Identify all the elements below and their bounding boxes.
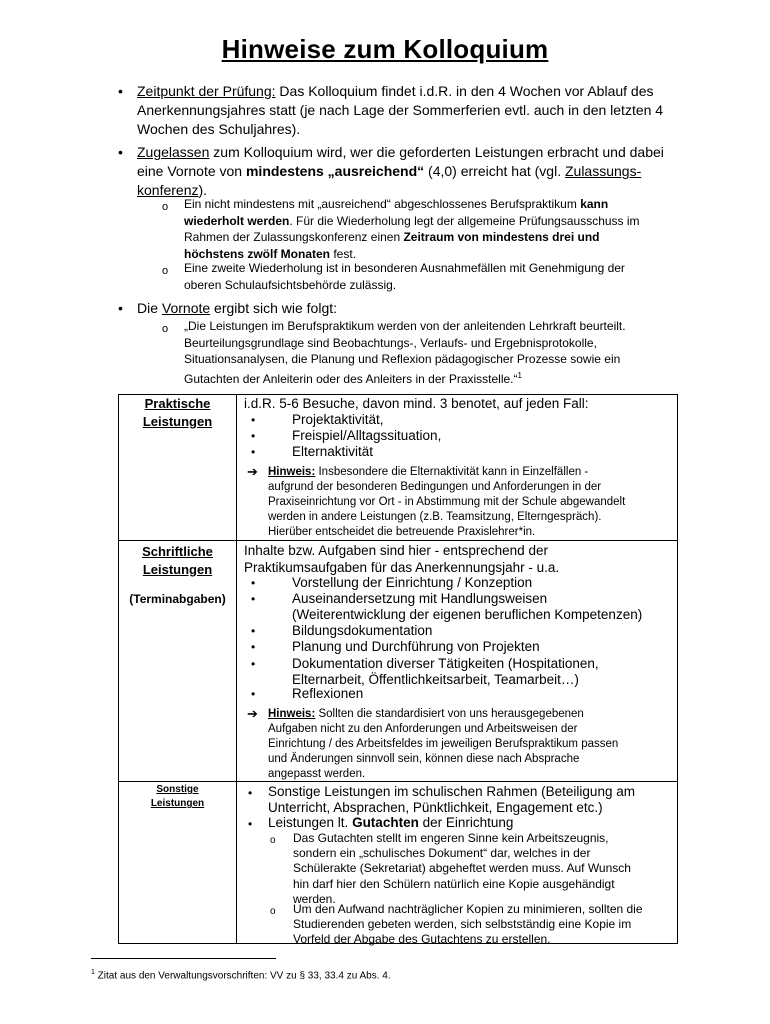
category-sonstige-leistungen: Sonstige Leistungen	[150, 784, 205, 809]
bullet-dot: •	[251, 624, 256, 638]
bullet-label-zeitpunkt: Zeitpunkt der Prüfung:	[137, 83, 276, 99]
footnote-separator	[91, 958, 276, 959]
bullet-dot: •	[248, 786, 253, 800]
bullet-dot: •	[251, 657, 256, 671]
sub-item-zitat: „Die Leistungen im Berufspraktikum werden von der anleitenden Lehrkraft beurteilt. Beurteilungsgrundlage sind Beobachtungs-, Verlaufs- und Ergebnisprotokolle, Situationsanalysen, die Planung und Reflexion pädagogischer Prozesse sowie ein Gutachten der Anleiterin oder des Anleiters in der Praxisstelle.“$^1$	[184, 319, 626, 386]
category-praktische-leistungen: Praktische Leistungen	[142, 396, 213, 429]
arrow-right-icon: ➔	[247, 706, 258, 721]
list-item: Planung und Durchführung von Projekten	[292, 639, 540, 654]
list-item: Reflexionen	[292, 686, 364, 701]
footnote-number: 1	[91, 969, 95, 976]
list-item: Auseinandersetzung mit Handlungsweisen (Weiterentwicklung der eigenen beruflichen Kompetenzen)	[292, 591, 643, 623]
footnote-ref: 1	[517, 370, 522, 380]
sub-item-gutachten: Das Gutachten stellt im engeren Sinne kein Arbeitszeugnis, sondern ein „schulisches Dokument“ dar, welches in der Schülerakte (Sekretariat) abgeheftet werden muss. Auf Wunsch hin darf hier den Schülern natürlich eine Kopie ausgehändigt werden.	[293, 831, 631, 906]
bullet-dot: •	[251, 413, 256, 427]
bullet-dot: •	[251, 429, 256, 443]
list-item: Freispiel/Alltagssituation,	[292, 428, 442, 443]
bullet-dot: •	[251, 640, 256, 654]
terminabgaben-label: (Terminabgaben)	[129, 592, 226, 606]
sub-bullet-marker: o	[162, 201, 169, 213]
bullet-dot: •	[251, 445, 256, 459]
list-item: Projektaktivität,	[292, 412, 384, 427]
table-column-divider	[236, 394, 237, 944]
praktische-intro: i.d.R. 5-6 Besuche, davon mind. 3 benotet, auf jeden Fall:	[244, 396, 589, 411]
list-item: Vorstellung der Einrichtung / Konzeption	[292, 575, 533, 590]
sub-bullet-marker: o	[162, 265, 169, 277]
sub-item-zweite-wiederholung: Eine zweite Wiederholung ist in besonderen Ausnahmefällen mit Genehmigung der oberen Schulaufsichtsbehörde zulässig.	[184, 261, 625, 292]
page-title: Hinweise zum Kolloquium	[221, 34, 549, 64]
hinweis-schriftliche: Hinweis: Sollten die standardisiert von uns herausgegebenen Aufgaben nicht zu den Anforderungen und Arbeitsweisen der Einrichtung / des Arbeitsfeldes im jeweiligen Berufspraktikum passen und Änderungen sinnvoll sein, können diese nach Absprache angepasst werden.	[268, 708, 619, 780]
bullet-dot: •	[248, 817, 253, 831]
arrow-right-icon: ➔	[247, 464, 258, 479]
bullet-dot: •	[118, 144, 123, 160]
bullet-dot: •	[251, 687, 256, 701]
bullet-zeitpunkt: Zeitpunkt der Prüfung: Das Kolloquium findet i.d.R. in den 4 Wochen vor Ablauf des Anerkennungsjahres statt (je nach Lage der Sommerferien evtl. auch in den letzten 4 Wochen des Schuljahres).	[137, 83, 664, 137]
table-row-divider	[118, 540, 678, 541]
bullet-label-zugelassen: Zugelassen	[137, 144, 210, 160]
sub-item-wiederholung: Ein nicht mindestens mit „ausreichend“ abgeschlossenes Berufspraktikum kann wiederholt werden. Für die Wiederholung legt der allgemeine Prüfungsausschuss im Rahmen der Zulassungskonferenz einen Zeitraum von mindestens drei und höchstens zwölf Monaten fest.	[184, 197, 640, 261]
bullet-zugelassen: Zugelassen zum Kolloquium wird, wer die geforderten Leistungen erbracht und dabei eine Vornote von mindestens „ausreichend“ (4,0) erreicht hat (vgl. Zulassungs- konferenz).	[137, 144, 664, 198]
footnote: $^1$ Zitat aus den Verwaltungsvorschriften: VV zu § 33, 33.4 zu Abs. 4.	[91, 969, 391, 982]
list-item: Elternaktivität	[292, 444, 374, 459]
bullet-dot: •	[118, 300, 123, 316]
hinweis-praktische: Hinweis: Insbesondere die Elternaktivität kann in Einzelfällen - aufgrund der besonderen Bedingungen und Anforderungen in der Praxiseinrichtung vor Ort - in Abstimmung mit der Schule abgewandelt werden in andere Leistungen (z.B. Teamsitzung, Elterngespräch). Hierüber entscheidet die betreuende Praxislehrer*in.	[268, 466, 626, 538]
sub-item-kopien: Um den Aufwand nachträglicher Kopien zu minimieren, sollten die Studierenden gebeten werden, sich selbstständig eine Kopie im Vorfeld der Abgabe des Gutachtens zu erstellen.	[293, 902, 643, 947]
list-item: Leistungen lt. Gutachten der Einrichtung	[268, 815, 514, 830]
category-schriftliche-leistungen: Schriftliche Leistungen	[142, 544, 213, 577]
bullet-vornote: Die Vornote ergibt sich wie folgt:	[137, 300, 338, 316]
sub-bullet-marker: o	[270, 835, 276, 846]
list-item: Dokumentation diverser Tätigkeiten (Hospitationen, Elternarbeit, Öffentlichkeitsarbeit, Teamarbeit…)	[292, 656, 599, 688]
bullet-dot: •	[118, 83, 123, 99]
list-item: Bildungsdokumentation	[292, 623, 433, 638]
sub-bullet-marker: o	[270, 906, 276, 917]
bullet-dot: •	[251, 576, 256, 590]
bullet-dot: •	[251, 592, 256, 606]
schriftliche-intro: Inhalte bzw. Aufgaben sind hier - entsprechend der Praktikumsaufgaben für das Anerkennungsjahr - u.a.	[244, 543, 560, 575]
list-item: Sonstige Leistungen im schulischen Rahmen (Beteiligung am Unterricht, Absprachen, Pünktlichkeit, Engagement etc.)	[268, 784, 635, 816]
bullet-label-vornote: Vornote	[161, 300, 211, 316]
sub-bullet-marker: o	[162, 323, 169, 335]
